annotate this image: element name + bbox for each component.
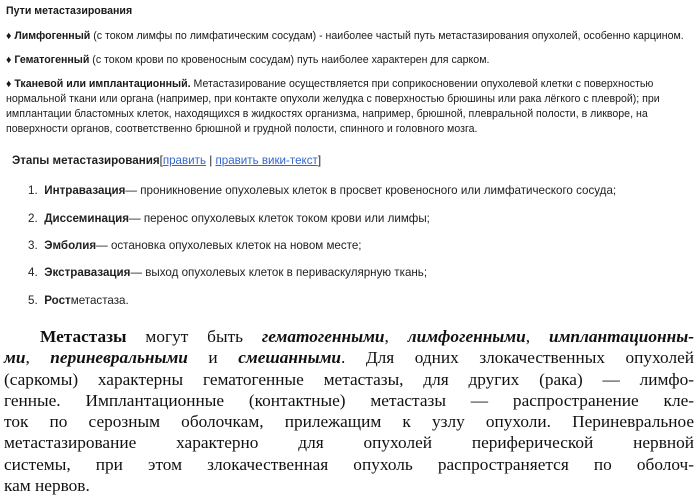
italic-term: периневральными <box>50 348 188 368</box>
route-text-line: имплантации бластомных клеток, находящихся в жидкостях организма, например, брюшной, плевральной полости, в ликворе, на <box>6 108 648 120</box>
italic-term: ми <box>4 348 26 368</box>
plain-text: , <box>525 327 549 346</box>
route-text-line: Метастазирование осуществляется при соприкосновении опухолевой клетки с поверхностью <box>190 78 654 90</box>
metastasis-stages-section <box>12 154 692 307</box>
route-text: (с током крови по кровеносным сосудам) путь наиболее характерен для сарком. <box>89 54 490 66</box>
item-number: 4. <box>28 266 38 279</box>
route-text-line: поверхности органов, соответственно брюшной и грудной полости, спинного и головного мозга. <box>6 123 478 135</box>
italic-term: гематогенными <box>261 327 385 346</box>
edit-separator: | <box>206 154 216 167</box>
route-item-lymphogenic <box>6 29 696 44</box>
paragraph-line <box>4 347 694 368</box>
plain-text: и <box>187 348 239 368</box>
item-number: 2. <box>28 212 38 225</box>
list-item <box>28 184 616 197</box>
bold-term: Метастазы <box>40 327 127 346</box>
list-item <box>28 212 430 225</box>
stage-term: Рост <box>44 294 71 307</box>
plain-text: могут быть <box>126 327 262 346</box>
route-item-hematogenic <box>6 53 696 68</box>
edit-link[interactable]: править <box>162 154 206 167</box>
route-term: Тканевой или имплантационный. <box>14 78 191 90</box>
stage-term: Диссеминация <box>44 212 129 225</box>
plain-text: , <box>384 327 408 346</box>
diamond-bullet-icon: ♦ <box>6 54 12 66</box>
routes-title: Пути метастазирования <box>6 5 133 17</box>
plain-text: , <box>25 348 51 368</box>
item-number: 1. <box>28 184 38 197</box>
item-number: 5. <box>28 294 38 307</box>
edit-bracket: [ <box>159 154 163 167</box>
paragraph-line: метастазирование характерно для опухолей периферической нервной <box>4 433 694 453</box>
metastasis-routes-section <box>6 4 696 137</box>
stage-text: — перенос опухолевых клеток током крови или лимфы; <box>129 212 430 225</box>
stage-text: метастаза. <box>70 294 129 307</box>
stage-term: Интравазация <box>44 184 126 197</box>
paragraph-line: генные. Имплантационные (контактные) метастазы — распространение кле- <box>4 390 694 410</box>
italic-term: имплантационны- <box>548 327 694 346</box>
stage-text: — проникновение опухолевых клеток в просвет кровеносного или лимфатического сосуда; <box>125 184 617 197</box>
route-item-implantation <box>6 77 696 137</box>
edit-bracket: ] <box>317 154 322 167</box>
plain-text: . Для одних злокачественных опухолей <box>341 348 695 368</box>
paragraph-line: системы, при этом злокачественная опухоль распространяется по оболоч- <box>4 454 694 474</box>
stage-text: — остановка опухолевых клеток на новом месте; <box>96 239 362 252</box>
list-item <box>28 266 427 279</box>
route-text: (с током лимфы по лимфатическим сосудам) - наиболее частый путь метастазирования опухолей, особенно карцином. <box>90 30 684 42</box>
list-item <box>28 239 362 252</box>
edit-wiki-link[interactable]: править вики-текст <box>215 154 318 167</box>
paragraph-line: кам нервов. <box>4 476 90 496</box>
paragraph-line: ток по серозным оболочкам, прилежащим к узлу опухоли. Периневральное <box>4 412 694 432</box>
stage-term: Экстравазация <box>44 266 131 279</box>
paragraph-line <box>4 326 694 347</box>
route-term: Лимфогенный <box>14 30 91 42</box>
textbook-paragraph <box>4 326 694 496</box>
diamond-bullet-icon: ♦ <box>6 30 12 42</box>
stages-heading-text: Этапы метастазирования <box>12 154 160 167</box>
route-text-line: нормальной ткани или органа (например, при контакте опухоли желудка с поверхностью брюшины или рака лёгкого с плеврой); при <box>6 93 660 105</box>
diamond-bullet-icon: ♦ <box>6 78 12 90</box>
stage-text: — выход опухолевых клеток в периваскулярную ткань; <box>130 266 428 279</box>
italic-term: смешанными <box>238 348 342 368</box>
list-item <box>28 294 129 307</box>
italic-term: лимфогенными <box>407 327 526 346</box>
item-number: 3. <box>28 239 38 252</box>
stage-term: Эмболия <box>44 239 97 252</box>
stages-heading <box>12 154 692 167</box>
route-term: Гематогенный <box>14 54 90 66</box>
paragraph-line: (саркомы) характерны гематогенные метастазы, для других (рака) — лимфо- <box>4 369 694 389</box>
